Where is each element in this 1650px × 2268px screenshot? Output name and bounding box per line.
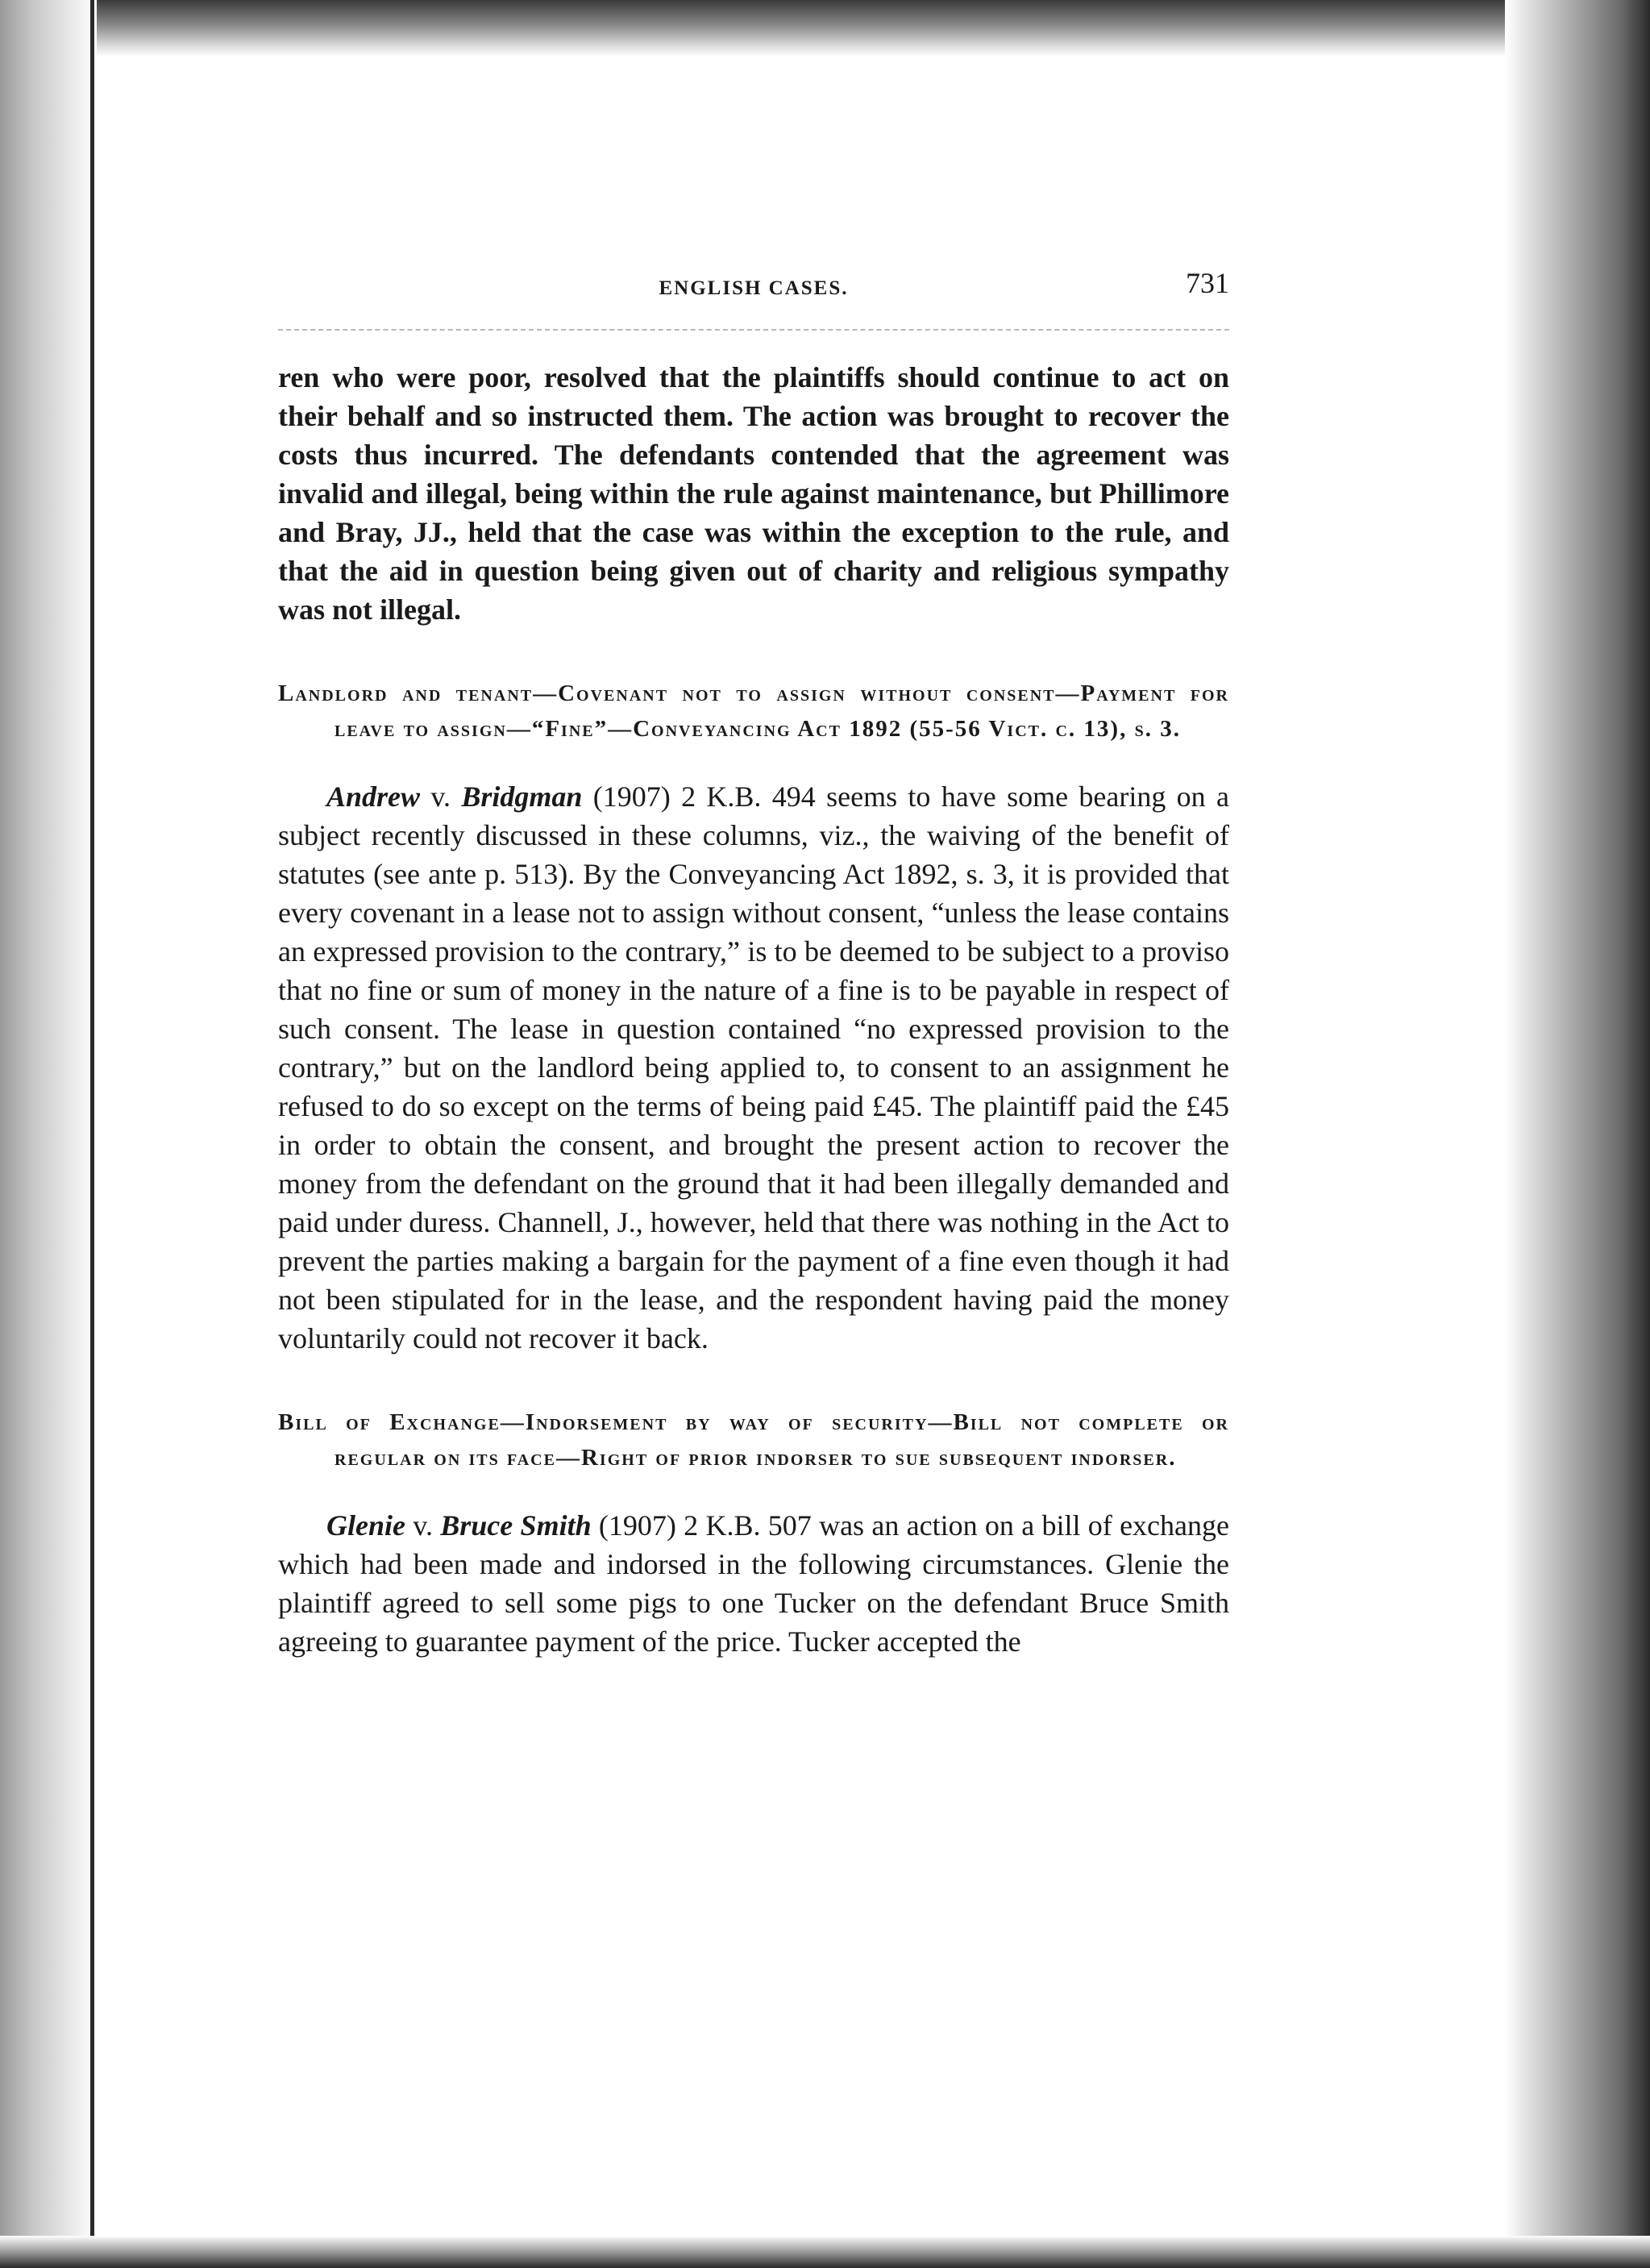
scan-right-shadow — [1505, 0, 1650, 2268]
page-number: 731 — [1186, 267, 1229, 299]
scan-binding-line — [90, 0, 94, 2268]
case-versus: v. — [420, 780, 462, 813]
section-heading-bill-of-exchange: Bill of Exchange—Indorsement by way of security—Bill not complete or regular on its face—Right of prior indorser to sue subsequent indorser. — [278, 1409, 1229, 1471]
scan-left-shadow — [0, 0, 97, 2268]
running-title: ENGLISH CASES. — [659, 277, 849, 299]
paragraph-andrew-v-bridgman — [278, 777, 1229, 1358]
paragraph-glenie-v-bruce-smith — [278, 1506, 1229, 1661]
case-name-plaintiff: Andrew — [326, 780, 421, 813]
case-name-defendant: Bridgman — [461, 780, 583, 813]
section-heading-landlord-tenant: Landlord and tenant—Covenant not to assign without consent—Payment for leave to assign—“Fine”—Conveyancing Act 1892 (55-56 Vict. c. 13), s. 3. — [278, 680, 1229, 742]
case-name-defendant: Bruce Smith — [440, 1509, 592, 1542]
paragraph-text: (1907) 2 K.B. 507 was an action on a bill of exchange which had been made and indorsed in the following circumstances. Glenie the plaintiff agreed to sell some pigs to one Tucker on the defendant Bruce Smith agreeing to guarantee payment of the price. Tucker accepted the — [278, 1509, 1229, 1658]
continued-paragraph: ren who were poor, resolved that the plaintiffs should continue to act on their behalf and so instructed them. The action was brought to recover the costs thus incurred. The defendants contended that the agreement was invalid and illegal, being within the rule against maintenance, but Phillimore and Bray, JJ., held that the case was within the exception to the rule, and that the aid in question being given out of charity and religious sympathy was not illegal. — [278, 361, 1229, 626]
book-page — [278, 266, 1229, 1661]
running-head — [278, 266, 1229, 314]
paragraph-text: (1907) 2 K.B. 494 seems to have some bearing on a subject recently discussed in these columns, viz., the waiving of the benefit of statutes (see ante p. 513). By the Conveyancing Act 1892, s. 3, it is provided that every covenant in a lease not to assign without consent, “unless the lease contains an expressed provision to the contrary,” is to be deemed to be subject to a proviso that no fine or sum of money in the nature of a fine is to be payable in respect of such consent. The lease in question contained “no expressed provision to the contrary,” but on the landlord being applied to, to consent to an assignment he refused to do so except on the terms of being paid £45. The plaintiff paid the £45 in order to obtain the consent, and brought the present action to recover the money from the defendant on the ground that it had been illegally demanded and paid under duress. Channell, J., however, held that there was nothing in the Act to prevent the parties making a bargain for the payment of a fine even though it had not been stipulated for in the lease, and the respondent having paid the money voluntarily could not recover it back. — [278, 780, 1229, 1355]
case-name-plaintiff: Glenie — [326, 1509, 405, 1542]
scan-top-shadow — [0, 0, 1650, 56]
case-versus: v. — [405, 1509, 441, 1542]
scan-bottom-shadow — [0, 2236, 1650, 2268]
head-rule — [278, 329, 1229, 331]
